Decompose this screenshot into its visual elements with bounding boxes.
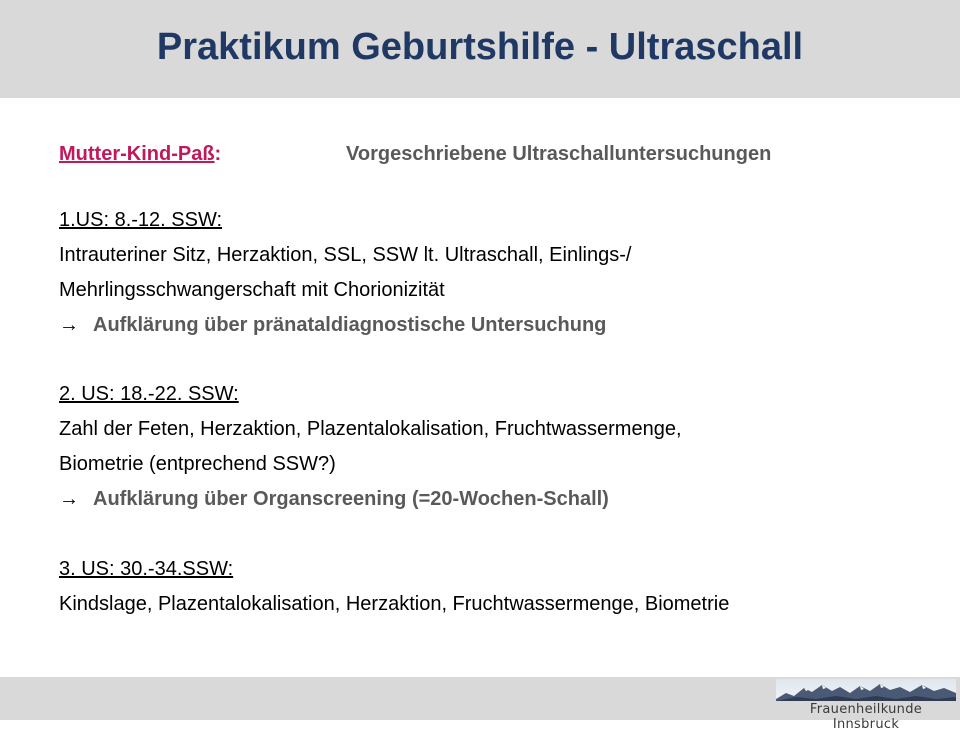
us2-note <box>59 488 609 511</box>
arrow-icon: → <box>59 488 79 510</box>
mutter-kind-pass-label: Mutter-Kind-Paß <box>59 143 215 165</box>
us2-line1: Zahl der Feten, Herzaktion, Plazentalokalisation, Fruchtwassermenge, <box>59 418 682 440</box>
heading-colon: : <box>214 143 222 165</box>
us1-note-text: Aufklärung über pränataldiagnostische Untersuchung <box>93 314 607 336</box>
us2-note-text: Aufklärung über Organscreening (=20-Wochen-Schall) <box>93 488 609 510</box>
heading-line <box>59 143 772 166</box>
us3-line1: Kindslage, Plazentalokalisation, Herzaktion, Fruchtwassermenge, Biometrie <box>59 593 730 615</box>
us3-title: 3. US: 30.-34.SSW: <box>59 558 234 580</box>
arrow-icon: → <box>59 314 79 336</box>
logo-text: Frauenheilkunde Innsbruck <box>809 702 923 732</box>
us1-note <box>59 314 606 337</box>
slide-title: Praktikum Geburtshilfe - Ultraschall <box>156 26 804 68</box>
us1-line2: Mehrlingsschwangerschaft mit Chorionizität <box>59 279 445 301</box>
us1-title: 1.US: 8.-12. SSW: <box>59 209 223 231</box>
us2-title: 2. US: 18.-22. SSW: <box>59 383 239 405</box>
us2-line2: Biometrie (entprechend SSW?) <box>59 453 336 475</box>
heading-text: Vorgeschriebene Ultraschalluntersuchungen <box>346 143 772 165</box>
us1-line1: Intrauteriner Sitz, Herzaktion, SSL, SSW lt. Ultraschall, Einlings-/ <box>59 244 632 266</box>
